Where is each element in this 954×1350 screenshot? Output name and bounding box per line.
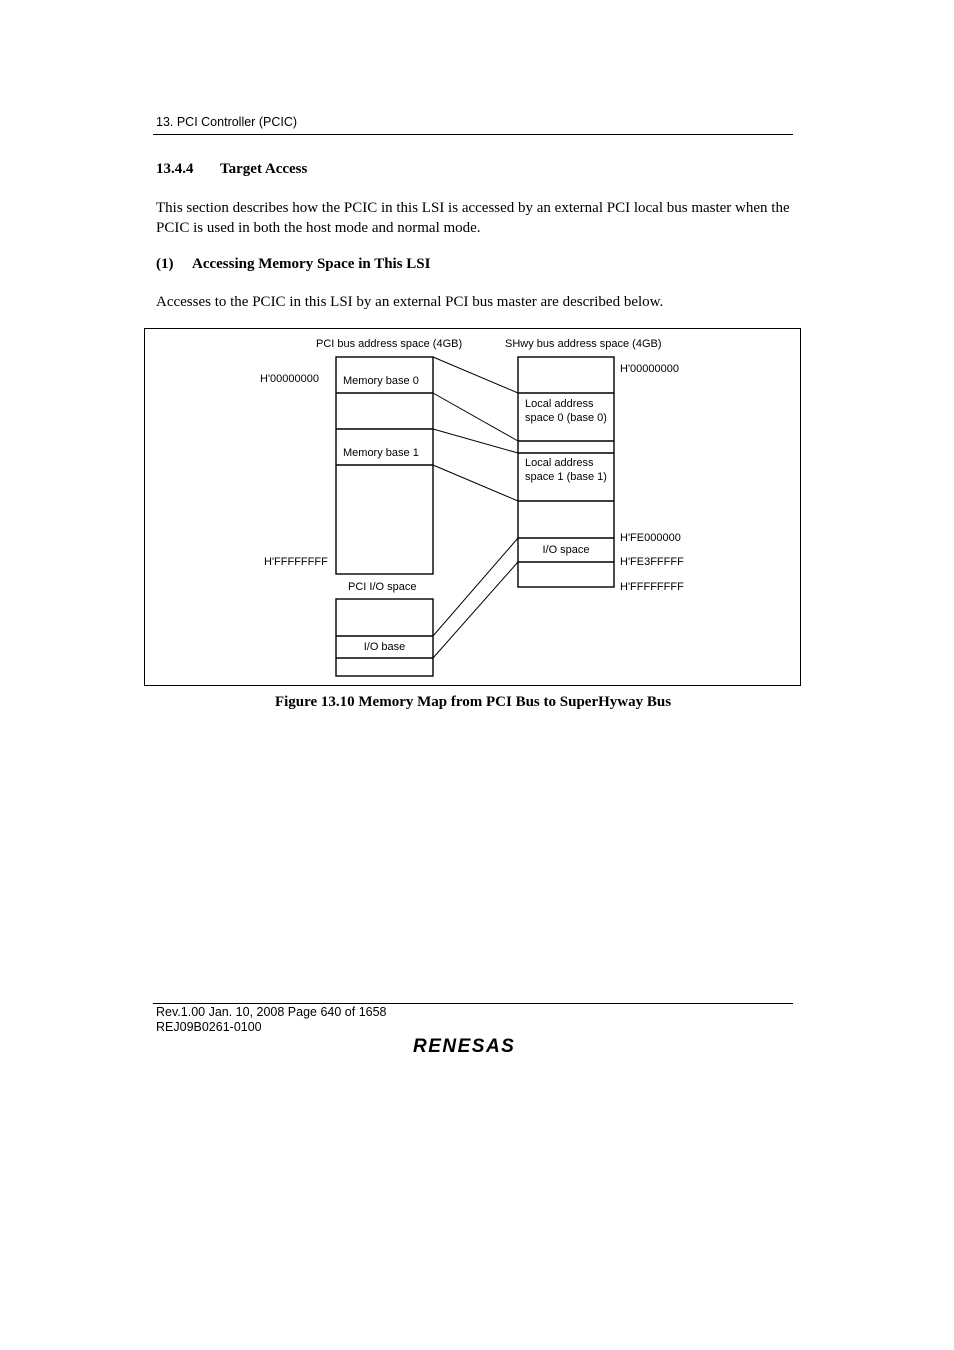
subsection-text: Accesses to the PCIC in this LSI by an external PCI bus master are described below. — [156, 294, 664, 310]
subsection-number: (1) — [156, 256, 174, 272]
shwy-address-fe3fffff: H'FE3FFFFF — [620, 556, 684, 568]
map-line-base0-top — [433, 357, 518, 393]
shwy-address-fe000000: H'FE000000 — [620, 532, 681, 544]
local-space-1-line1: Local address — [525, 457, 594, 469]
map-line-base0-bottom — [433, 393, 518, 441]
local-space-1-line2: space 1 (base 1) — [525, 471, 607, 483]
local-space-0-line2: space 0 (base 0) — [525, 412, 607, 424]
shwy-space-title: SHwy bus address space (4GB) — [505, 338, 662, 350]
footer-doc-number: REJ09B0261-0100 — [156, 1020, 262, 1034]
map-line-io-top — [433, 538, 518, 636]
shwy-address-end: H'FFFFFFFF — [620, 581, 684, 593]
running-header: 13. PCI Controller (PCIC) — [156, 115, 298, 129]
io-space-label: I/O space — [542, 544, 590, 556]
section-number: 13.4.4 — [156, 161, 194, 177]
figure-caption: Figure 13.10 Memory Map from PCI Bus to SuperHyway Bus — [274, 694, 672, 710]
pci-io-space-title: PCI I/O space — [348, 581, 417, 593]
shwy-address-start: H'00000000 — [620, 363, 679, 375]
renesas-logo-text: RENESAS — [413, 1036, 516, 1056]
map-line-base1-bottom — [433, 465, 518, 501]
pci-space-title: PCI bus address space (4GB) — [316, 338, 463, 350]
memory-base-0-label: Memory base 0 — [343, 375, 419, 387]
section-intro: This section describes how the PCIC in this LSI is accessed by an external PCI local bus master when the PCIC is used in both the host mode and normal mode. — [156, 200, 790, 236]
footer-info — [156, 1005, 387, 1035]
subsection-title: Accessing Memory Space in This LSI — [192, 256, 431, 272]
memory-base-1-label: Memory base 1 — [343, 447, 419, 459]
pci-io-space-box — [336, 599, 433, 676]
renesas-logo — [413, 1034, 535, 1056]
section-title: Target Access — [220, 161, 308, 177]
map-line-base1-top — [433, 429, 518, 453]
local-space-0-line1: Local address — [525, 398, 594, 410]
footer-rule — [153, 1003, 793, 1004]
footer-revision: Rev.1.00 Jan. 10, 2008 Page 640 of 1658 — [156, 1005, 387, 1019]
pci-address-start: H'00000000 — [260, 373, 319, 385]
io-base-label: I/O base — [363, 641, 406, 653]
pci-address-end: H'FFFFFFFF — [264, 556, 328, 568]
map-line-io-bottom — [433, 562, 518, 658]
